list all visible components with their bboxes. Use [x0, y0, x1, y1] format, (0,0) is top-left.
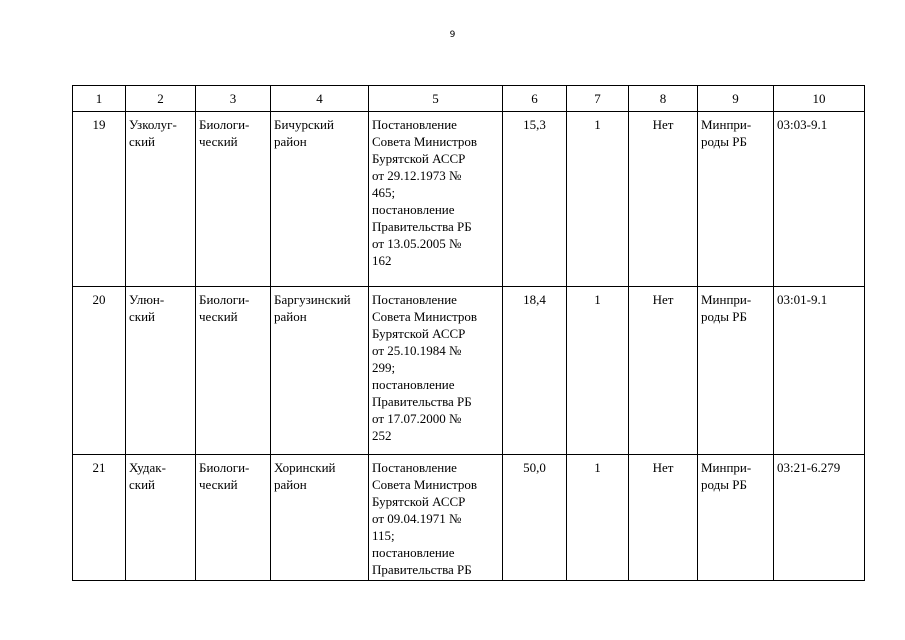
legal-basis: [369, 455, 503, 581]
column-8-value: Нет: [629, 455, 698, 581]
legal-basis-line: 465;: [372, 185, 396, 200]
legal-basis: [369, 287, 503, 455]
managing-agency-line: Минпри-: [701, 460, 752, 475]
reserve-name-line: Узколуг-: [129, 117, 177, 132]
reserve-district-line: Хоринский: [274, 460, 336, 475]
legal-basis-line: Постановление: [372, 117, 457, 132]
protected-areas-table: [72, 85, 865, 581]
header-cell-6: 6: [503, 86, 567, 112]
row-number: 20: [73, 287, 126, 455]
header-cell-7: 7: [567, 86, 629, 112]
row-number: 21: [73, 455, 126, 581]
header-cell-5: 5: [369, 86, 503, 112]
legal-basis-line: Совета Министров: [372, 134, 478, 149]
managing-agency-line: роды РБ: [701, 477, 747, 492]
reserve-district-line: район: [274, 309, 307, 324]
table-row: [73, 112, 865, 287]
header-cell-8: 8: [629, 86, 698, 112]
managing-agency: [698, 287, 774, 455]
managing-agency-line: роды РБ: [701, 309, 747, 324]
legal-basis-line: от 25.10.1984 №: [372, 343, 462, 358]
legal-basis-line: 299;: [372, 360, 396, 375]
reserve-area: 18,4: [503, 287, 567, 455]
legal-basis-line: Постановление: [372, 460, 457, 475]
header-cell-2: 2: [126, 86, 196, 112]
column-8-value: Нет: [629, 287, 698, 455]
reserve-area: 15,3: [503, 112, 567, 287]
header-row: [73, 86, 865, 112]
legal-basis-line: от 29.12.1973 №: [372, 168, 462, 183]
legal-basis-line: Правительства РБ: [372, 394, 472, 409]
header-cell-1: 1: [73, 86, 126, 112]
reserve-profile: [196, 112, 271, 287]
legal-basis-line: от 09.04.1971 №: [372, 511, 462, 526]
table-row: [73, 455, 865, 581]
legal-basis-line: от 17.07.2000 №: [372, 411, 462, 426]
reserve-name: [126, 287, 196, 455]
reserve-name: [126, 112, 196, 287]
legal-basis-line: 162: [372, 253, 392, 268]
legal-basis-line: Постановление: [372, 292, 457, 307]
reserve-district: [271, 455, 369, 581]
reserve-profile-line: ческий: [199, 477, 238, 492]
table-row: [73, 287, 865, 455]
managing-agency-line: Минпри-: [701, 117, 752, 132]
reserve-profile-line: Биологи-: [199, 117, 250, 132]
reserve-profile: [196, 287, 271, 455]
legal-basis-line: от 13.05.2005 №: [372, 236, 462, 251]
reserve-district-line: Бичурский: [274, 117, 334, 132]
reserve-district: [271, 287, 369, 455]
cadastral-code: 03:03-9.1: [774, 112, 865, 287]
cadastral-code: 03:01-9.1: [774, 287, 865, 455]
reserve-area: 50,0: [503, 455, 567, 581]
reserve-name-line: ский: [129, 134, 155, 149]
reserve-name-line: Худак-: [129, 460, 166, 475]
header-cell-3: 3: [196, 86, 271, 112]
legal-basis-line: Правительства РБ: [372, 219, 472, 234]
legal-basis: [369, 112, 503, 287]
header-cell-10: 10: [774, 86, 865, 112]
legal-basis-line: Правительства РБ: [372, 562, 472, 577]
page-number: 9: [449, 30, 456, 40]
reserve-district: [271, 112, 369, 287]
header-cell-4: 4: [271, 86, 369, 112]
reserve-name-line: ский: [129, 477, 155, 492]
reserve-district-line: район: [274, 477, 307, 492]
reserve-profile-line: ческий: [199, 309, 238, 324]
header-cell-9: 9: [698, 86, 774, 112]
legal-basis-line: 115;: [372, 528, 395, 543]
legal-basis-line: Совета Министров: [372, 477, 478, 492]
managing-agency-line: Минпри-: [701, 292, 752, 307]
reserve-profile-line: Биологи-: [199, 292, 250, 307]
row-number: 19: [73, 112, 126, 287]
column-8-value: Нет: [629, 112, 698, 287]
reserve-name: [126, 455, 196, 581]
reserve-profile-line: Биологи-: [199, 460, 250, 475]
reserve-district-line: Баргузинский: [274, 292, 351, 307]
legal-basis-line: Бурятской АССР: [372, 494, 466, 509]
reserve-profile-line: ческий: [199, 134, 238, 149]
reserve-district-line: район: [274, 134, 307, 149]
legal-basis-line: постановление: [372, 202, 455, 217]
reserve-profile: [196, 455, 271, 581]
legal-basis-line: Бурятской АССР: [372, 151, 466, 166]
legal-basis-line: постановление: [372, 377, 455, 392]
managing-agency-line: роды РБ: [701, 134, 747, 149]
legal-basis-line: постановление: [372, 545, 455, 560]
column-7-value: 1: [567, 455, 629, 581]
legal-basis-line: Бурятской АССР: [372, 326, 466, 341]
legal-basis-line: 252: [372, 428, 392, 443]
reserve-name-line: Улюн-: [129, 292, 165, 307]
managing-agency: [698, 455, 774, 581]
cadastral-code: 03:21-6.279: [774, 455, 865, 581]
column-7-value: 1: [567, 287, 629, 455]
legal-basis-line: Совета Министров: [372, 309, 478, 324]
column-7-value: 1: [567, 112, 629, 287]
managing-agency: [698, 112, 774, 287]
reserve-name-line: ский: [129, 309, 155, 324]
